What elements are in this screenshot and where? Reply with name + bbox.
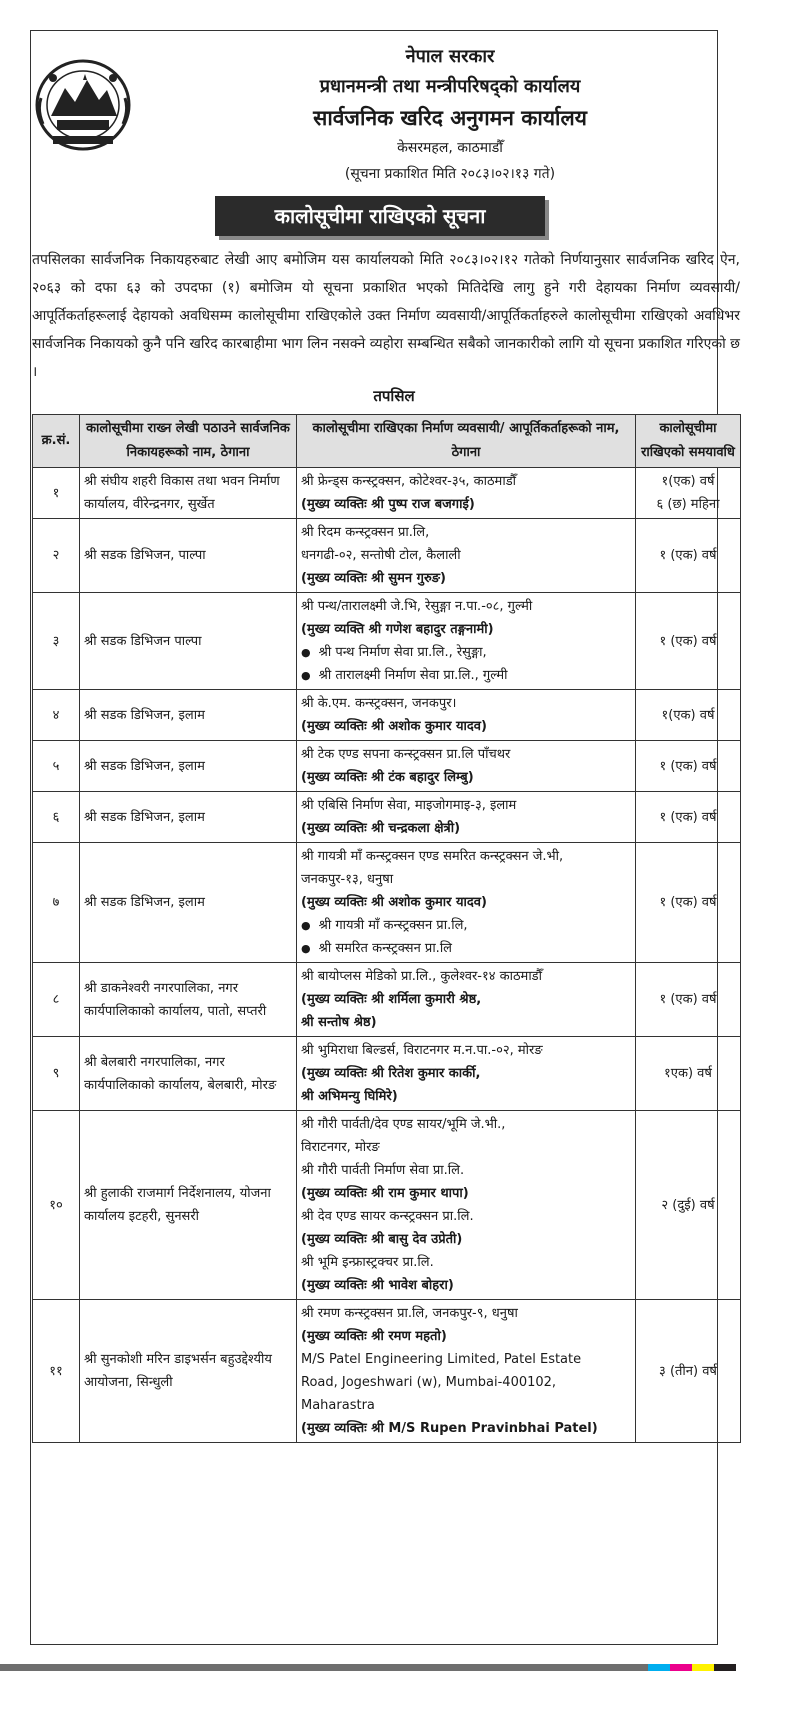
row-duration: [636, 963, 741, 1037]
header-serial: क्र.सं.: [33, 415, 80, 468]
firm-key-person: (मुख्य व्यक्तिः श्री चन्द्रकला क्षेत्री): [301, 821, 461, 836]
row-public-body: श्री सडक डिभिजन, इलाम: [80, 741, 297, 792]
footer-bar: [0, 1664, 648, 1671]
table-header-row: [33, 415, 741, 468]
row-firm: [297, 519, 636, 593]
row-public-body: श्री सडक डिभिजन, इलाम: [80, 690, 297, 741]
duration-line: ६ (छ) महिना: [656, 497, 720, 512]
row-duration: [636, 1037, 741, 1111]
row-serial: १: [33, 468, 80, 519]
table-row: [33, 792, 741, 843]
firm-line: श्री रमण कन्स्ट्रक्सन प्रा.लि, जनकपुर-९, धनुषा: [301, 1306, 518, 1321]
row-serial: ५: [33, 741, 80, 792]
row-firm: [297, 468, 636, 519]
table-row: [33, 690, 741, 741]
duration-line: ३ (तीन) वर्ष: [659, 1363, 717, 1379]
row-duration: [636, 741, 741, 792]
firm-key-person: (मुख्य व्यक्ति श्री गणेश बहादुर तङ्गनामी): [301, 622, 494, 637]
row-firm: [297, 690, 636, 741]
header-duration: कालोसूचीमा राखिएको समयावधि: [636, 415, 741, 468]
firm-key-person: (मुख्य व्यक्तिः श्री बासु देव उप्रेती): [301, 1232, 463, 1247]
office-address: केसरमहल, काठमाडौँ: [397, 140, 503, 156]
row-firm: [297, 593, 636, 690]
duration-line: १ (एक) वर्ष: [659, 992, 717, 1007]
color-swatch-magenta: [670, 1664, 692, 1671]
color-swatch-cyan: [648, 1664, 670, 1671]
row-firm: [297, 792, 636, 843]
office-name: प्रधानमन्त्री तथा मन्त्रीपरिषद्को कार्यालय: [319, 76, 581, 97]
table-row: [33, 1300, 741, 1443]
firm-line: श्री गायत्री माँ कन्स्ट्रक्सन एण्ड समरित कन्स्ट्रक्सन जे.भी,: [301, 849, 564, 864]
table-row: [33, 468, 741, 519]
firm-line: श्री देव एण्ड सायर कन्स्ट्रक्सन प्रा.लि.: [301, 1209, 474, 1224]
table-row: [33, 843, 741, 963]
header-public-body: कालोसूचीमा राख्न लेखी पठाउने सार्वजनिक निकायहरूको नाम, ठेगाना: [80, 415, 297, 468]
header-firm: कालोसूचीमा राखिएका निर्माण व्यवसायी/ आपूर्तिकर्ताहरूको नाम, ठेगाना: [297, 415, 636, 468]
row-public-body: श्री सडक डिभिजन, इलाम: [80, 792, 297, 843]
row-public-body: श्री सडक डिभिजन, इलाम: [80, 843, 297, 963]
firm-line: श्री के.एम. कन्स्ट्रक्सन, जनकपुर।: [301, 696, 457, 711]
firm-key-person: (मुख्य व्यक्तिः श्री शर्मिला कुमारी श्रेष्ठ,: [301, 992, 482, 1007]
duration-line: १(एक) वर्ष: [661, 707, 715, 723]
duration-line: १एक) वर्ष: [664, 1066, 712, 1081]
table-body: [33, 468, 741, 1443]
firm-key-person: (मुख्य व्यक्तिः श्री रितेश कुमार कार्की,: [301, 1066, 481, 1081]
row-firm: [297, 1111, 636, 1300]
firm-line: विराटनगर, मोरङ: [301, 1140, 380, 1155]
firm-line: Road, Jogeshwari (w), Mumbai-400102,: [301, 1375, 557, 1390]
firm-key-person: (मुख्य व्यक्तिः श्री टंक बहादुर लिम्बु): [301, 770, 474, 785]
row-public-body: श्री सुनकोशी मरिन डाइभर्सन बहुउद्देश्यीय आयोजना, सिन्धुली: [80, 1300, 297, 1443]
firm-line: श्री फ्रेन्ड्स कन्स्ट्रक्सन, कोटेश्वर-३५, काठमाडौँ: [301, 474, 517, 489]
government-name: नेपाल सरकार: [405, 46, 495, 67]
row-serial: ३: [33, 593, 80, 690]
firm-key-person: श्री अभिमन्यु घिमिरे): [301, 1089, 398, 1104]
row-public-body: श्री डाकनेश्वरी नगरपालिका, नगर कार्यपालिकाको कार्यालय, पातो, सप्तरी: [80, 963, 297, 1037]
firm-key-person: (मुख्य व्यक्तिः श्री भावेश बोहरा): [301, 1278, 454, 1293]
row-public-body: श्री बेलबारी नगरपालिका, नगर कार्यपालिकाको कार्यालय, बेलबारी, मोरङ: [80, 1037, 297, 1111]
row-firm: [297, 1037, 636, 1111]
duration-line: २ (दुई) वर्ष: [661, 1197, 715, 1213]
row-public-body: श्री संघीय शहरी विकास तथा भवन निर्माण कार्यालय, वीरेन्द्रनगर, सुर्खेत: [80, 468, 297, 519]
row-serial: ६: [33, 792, 80, 843]
row-firm: [297, 963, 636, 1037]
firm-line: ● श्री पन्थ निर्माण सेवा प्रा.लि., रेसुङ्गा,: [301, 641, 631, 664]
row-serial: ४: [33, 690, 80, 741]
row-serial: २: [33, 519, 80, 593]
firm-line: श्री बायोप्लस मेडिको प्रा.लि., कुलेश्वर-१४ काठमाडौँ: [301, 969, 543, 984]
firm-line: श्री टेक एण्ड सपना कन्स्ट्रक्सन प्रा.लि पाँचथर: [301, 747, 511, 762]
duration-line: १(एक) वर्ष: [661, 474, 715, 489]
row-public-body: श्री हुलाकी राजमार्ग निर्देशनालय, योजना कार्यालय इटहरी, सुनसरी: [80, 1111, 297, 1300]
row-serial: १०: [33, 1111, 80, 1300]
tapasil-heading: तपसिल: [373, 387, 415, 405]
notice-title-banner: कालोसूचीमा राखिएको सूचना: [215, 196, 545, 236]
row-firm: [297, 1300, 636, 1443]
table-row: [33, 963, 741, 1037]
row-serial: ९: [33, 1037, 80, 1111]
row-duration: [636, 1111, 741, 1300]
firm-line: ● श्री तारालक्ष्मी निर्माण सेवा प्रा.लि., गुल्मी: [301, 664, 631, 687]
intro-paragraph: तपसिलका सार्वजनिक निकायहरुबाट लेखी आए बमोजिम यस कार्यालयको मिति २०८३।०२।१२ गतेको निर्णयानुसार सार्वजनिक खरिद ऐन, २०६३ को दफा ६३ को उपदफा (१) बमोजिम यो सूचना प्रकाशित भएको मितिदेखि लागु हुने गरी देहायका निर्माण व्यवसायी/आपूर्तिकर्ताहरूलाई देहायको अवधिसम्म कालोसूचीमा राखिएकोले उक्त निर्माण व्यवसायी/आपूर्तिकर्ताहरुले कालोसूचीमा राखिएको अवधिभर सार्वजनिक निकायको कुनै पनि खरिद कारबाहीमा भाग लिन नसक्ने व्यहोरा सम्बन्धित सबैको जानकारीको लागि यो सूचना प्रकाशित गरिएको छ ।: [32, 252, 740, 380]
row-public-body: श्री सडक डिभिजन पाल्पा: [80, 593, 297, 690]
published-date: (सूचना प्रकाशित मिति २०८३।०२।१३ गते): [344, 166, 556, 182]
table-row: [33, 519, 741, 593]
row-duration: [636, 792, 741, 843]
row-firm: [297, 741, 636, 792]
row-serial: ८: [33, 963, 80, 1037]
firm-key-person: (मुख्य व्यक्तिः श्री अशोक कुमार यादव): [301, 719, 487, 734]
row-duration: [636, 593, 741, 690]
table-row: [33, 1037, 741, 1111]
firm-key-person: श्री सन्तोष श्रेष्ठ): [301, 1015, 377, 1030]
table-row: [33, 741, 741, 792]
firm-key-person: (मुख्य व्यक्तिः श्री M/S Rupen Pravinbhai Patel): [301, 1421, 598, 1436]
row-serial: ७: [33, 843, 80, 963]
firm-key-person: (मुख्य व्यक्तिः श्री राम कुमार थापा): [301, 1186, 469, 1201]
firm-line: जनकपुर-१३, धनुषा: [301, 872, 394, 887]
table-row: [33, 593, 741, 690]
firm-line: श्री गौरी पार्वती/देव एण्ड सायर/भूमि जे.भी.,: [301, 1117, 506, 1132]
color-swatch-yellow: [692, 1664, 714, 1671]
row-duration: [636, 690, 741, 741]
firm-line: श्री भुमिराधा बिल्डर्स, विराटनगर म.न.पा.-०२, मोरङ: [301, 1043, 543, 1058]
row-duration: [636, 519, 741, 593]
row-duration: [636, 1300, 741, 1443]
firm-line: श्री गौरी पार्वती निर्माण सेवा प्रा.लि.: [301, 1163, 465, 1178]
row-duration: [636, 468, 741, 519]
firm-line: Maharastra: [301, 1398, 375, 1413]
color-swatch-black: [714, 1664, 736, 1671]
row-public-body: श्री सडक डिभिजन, पाल्पा: [80, 519, 297, 593]
ppmo-name: सार्वजनिक खरिद अनुगमन कार्यालय: [313, 106, 587, 130]
duration-line: १ (एक) वर्ष: [659, 758, 717, 774]
duration-line: १ (एक) वर्ष: [659, 895, 717, 910]
firm-line: M/S Patel Engineering Limited, Patel Estate: [301, 1352, 582, 1367]
firm-line: श्री एबिसि निर्माण सेवा, माइजोगमाइ-३, इलाम: [301, 798, 517, 813]
firm-line: श्री भूमि इन्फ्रास्ट्रक्चर प्रा.लि.: [301, 1255, 434, 1270]
firm-key-person: (मुख्य व्यक्तिः श्री रमण महतो): [301, 1329, 447, 1344]
firm-key-person: (मुख्य व्यक्तिः श्री पुष्प राज बजगाई): [301, 497, 475, 512]
blacklist-table: [32, 414, 741, 1443]
firm-line: ● श्री समरित कन्स्ट्रक्सन प्रा.लि: [301, 937, 631, 960]
row-serial: ११: [33, 1300, 80, 1443]
firm-line: ● श्री गायत्री माँ कन्स्ट्रक्सन प्रा.लि,: [301, 914, 631, 937]
table-row: [33, 1111, 741, 1300]
firm-key-person: (मुख्य व्यक्तिः श्री अशोक कुमार यादव): [301, 895, 487, 910]
duration-line: १ (एक) वर्ष: [659, 633, 717, 649]
row-duration: [636, 843, 741, 963]
duration-line: १ (एक) वर्ष: [659, 548, 717, 563]
firm-line: श्री पन्थ/तारालक्ष्मी जे.भि, रेसुङ्गा न.पा.-०८, गुल्मी: [301, 599, 533, 614]
firm-line: श्री रिदम कन्स्ट्रक्सन प्रा.लि,: [301, 525, 430, 540]
firm-key-person: (मुख्य व्यक्तिः श्री सुमन गुरुङ): [301, 571, 446, 586]
row-firm: [297, 843, 636, 963]
nepal-government-emblem: [33, 58, 133, 152]
duration-line: १ (एक) वर्ष: [659, 809, 717, 825]
firm-line: धनगढी-०२, सन्तोषी टोल, कैलाली: [301, 548, 461, 563]
